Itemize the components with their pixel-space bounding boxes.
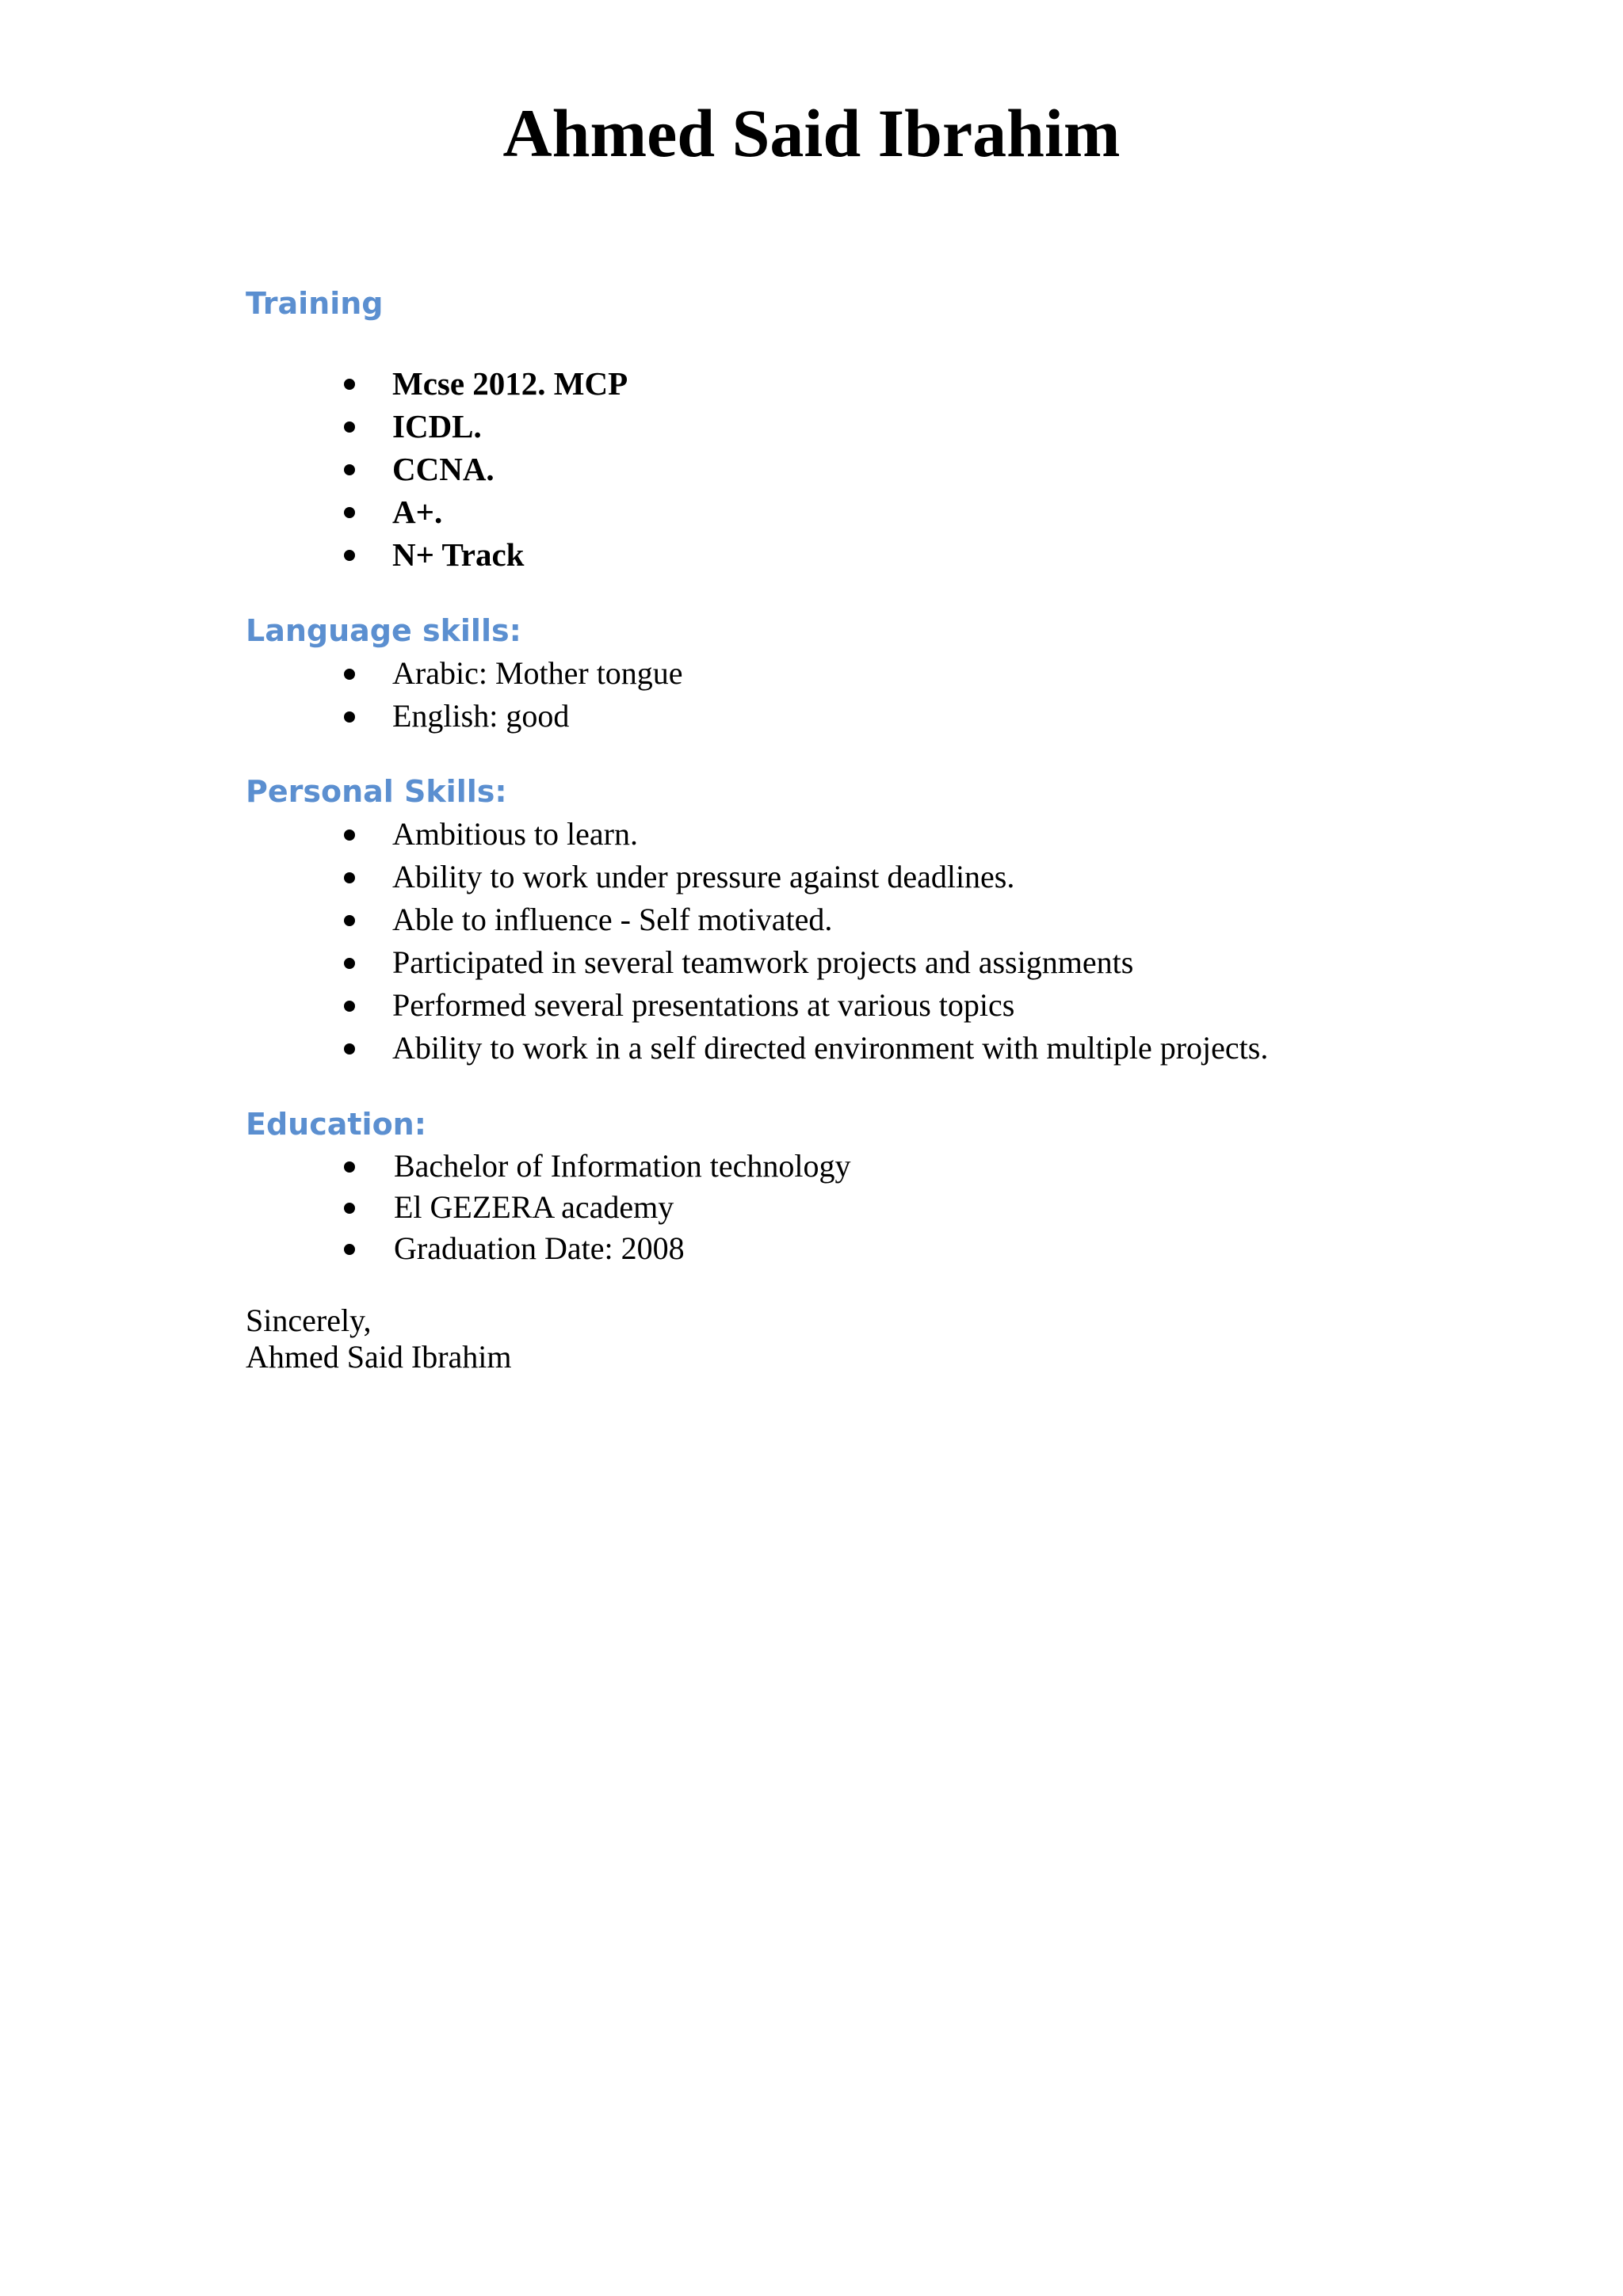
bullet-icon (344, 915, 355, 926)
bullet-icon (344, 669, 355, 680)
list-item: Able to influence - Self motivated. (0, 898, 1268, 941)
list-item: English: good (0, 695, 683, 738)
bullet-icon (344, 830, 355, 841)
list-item: Ambitious to learn. (0, 813, 1268, 856)
language-skills-list (0, 652, 683, 738)
language-skills-heading: Language skills: (246, 613, 521, 648)
list-item: Performed several presentations at various topics (0, 984, 1268, 1027)
bullet-icon (344, 1001, 355, 1012)
list-item: El GEZERA academy (0, 1187, 850, 1228)
list-item: N+ Track (0, 533, 628, 576)
list-item: Ability to work under pressure against deadlines. (0, 856, 1268, 898)
personal-skills-heading: Personal Skills: (246, 774, 507, 809)
list-item: ICDL. (0, 405, 628, 448)
closing-signature-name: Ahmed Said Ibrahim (246, 1339, 512, 1375)
list-item: Ability to work in a self directed environment with multiple projects. (0, 1027, 1268, 1070)
bullet-icon (344, 507, 355, 518)
bullet-icon (344, 872, 355, 883)
training-list (0, 362, 628, 576)
list-item: A+. (0, 490, 628, 533)
education-list (0, 1146, 850, 1269)
closing-salutation: Sincerely, (246, 1302, 372, 1338)
list-item: Arabic: Mother tongue (0, 652, 683, 695)
bullet-icon (344, 1043, 355, 1055)
bullet-icon (344, 421, 355, 433)
list-item: Graduation Date: 2008 (0, 1228, 850, 1269)
education-heading: Education: (246, 1107, 426, 1142)
personal-skills-list (0, 813, 1268, 1070)
training-heading: Training (246, 286, 384, 321)
bullet-icon (344, 464, 355, 475)
closing-block (246, 1302, 512, 1375)
bullet-icon (344, 1203, 355, 1214)
bullet-icon (344, 550, 355, 561)
list-item: Participated in several teamwork projects and assignments (0, 941, 1268, 984)
bullet-icon (344, 711, 355, 723)
list-item: Mcse 2012. MCP (0, 362, 628, 405)
list-item: Bachelor of Information technology (0, 1146, 850, 1187)
list-item: CCNA. (0, 448, 628, 490)
bullet-icon (344, 379, 355, 390)
bullet-icon (344, 958, 355, 969)
bullet-icon (344, 1161, 355, 1173)
resume-title: Ahmed Said Ibrahim (502, 95, 1121, 171)
bullet-icon (344, 1244, 355, 1255)
